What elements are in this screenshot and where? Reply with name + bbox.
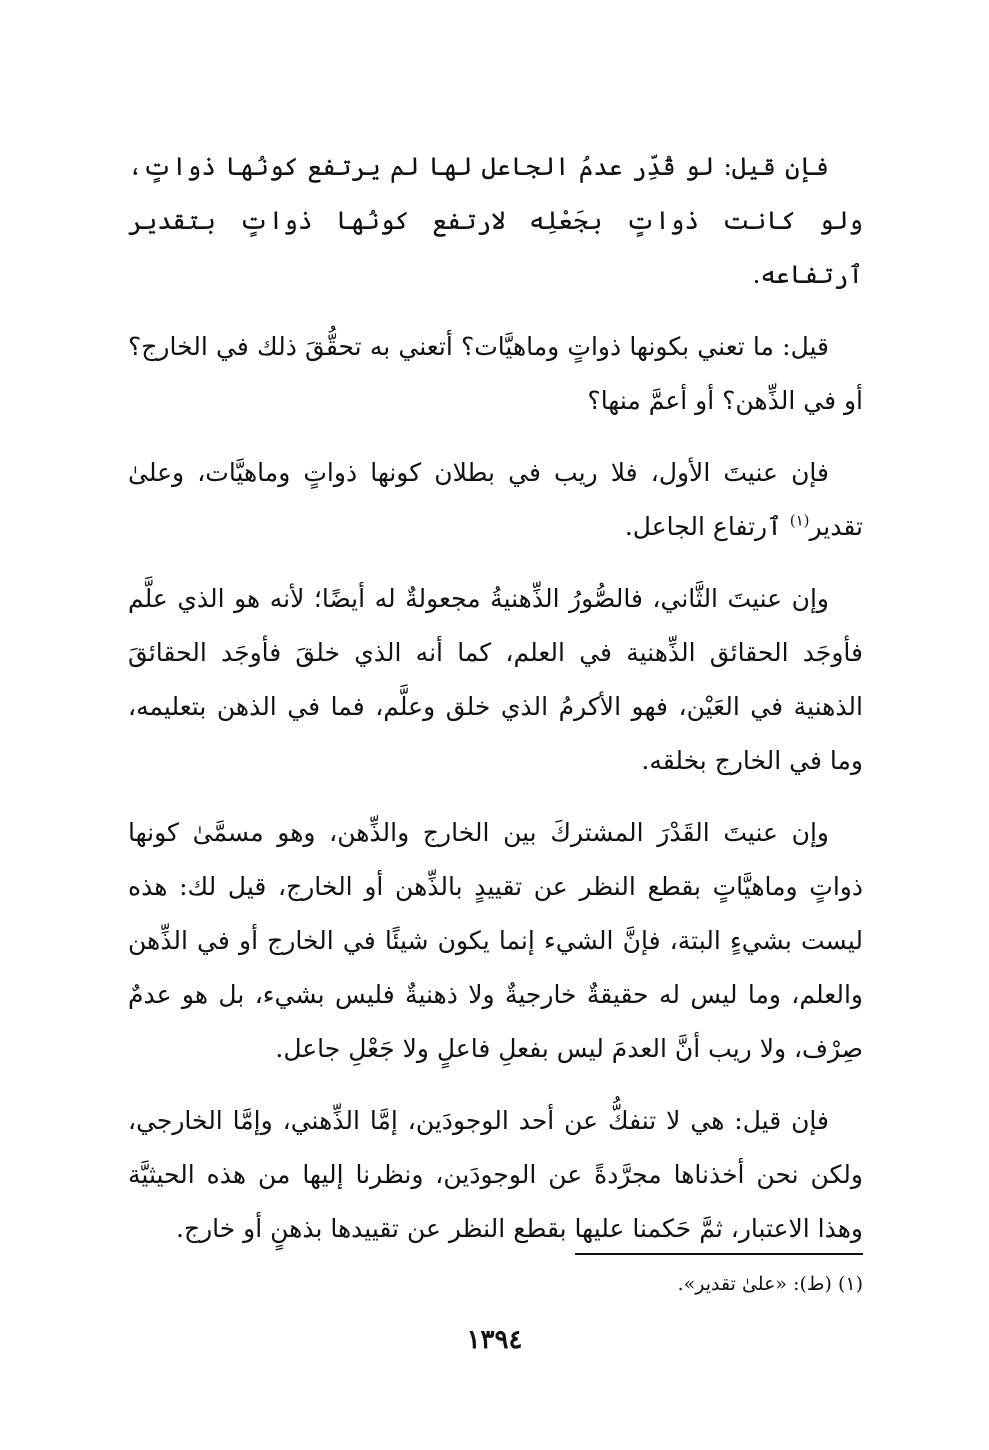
paragraph-4: وإن عنيتَ الثَّاني، فالصُّورُ الذِّهنيةُ مجعولةٌ له أيضًا؛ لأنه هو الذي علَّم فأوجَد الحقائق الذِّهنية في العلم، كما أنه الذي خلقَ فأوجَد الحقائقَ الذهنية في العَيْن، فهو الأكرمُ الذي خلق وعلَّم، فما في الذهن بتعليمه، وما في الخارج بخلقه. bbox=[128, 584, 863, 775]
paragraph-3-after: ٱرتفاع الجاعل. bbox=[624, 512, 790, 541]
page-number: ١٣٩٤ bbox=[466, 1325, 523, 1355]
footnote-reference: (١) bbox=[789, 511, 810, 530]
paragraph-3-before: فإن عنيتَ الأول، فلا ريب في بطلان كونها ذواتٍ وماهيَّات، وعلىٰ تقدير bbox=[128, 458, 863, 541]
footnote: (١) (ط): «علىٰ تقدير». bbox=[677, 1273, 863, 1295]
paragraph-1: فإن قيل: لو قُدِّر عدمُ الجاعل لها لم يرتفع كونُها ذواتٍ، ولو كانت ذواتٍ بجَعْلِه لارتفع كونُها ذواتٍ بتقدير ٱرتفاعه. bbox=[128, 152, 863, 289]
paragraph-5: وإن عنيتَ القَدْرَ المشتركَ بين الخارج والذِّهن، وهو مسمَّىٰ كونها ذواتٍ وماهيَّاتٍ بقطع النظر عن تقييدٍ بالذِّهن أو الخارج، قيل لك: هذه ليست بشيءٍ البتة، فإنَّ الشيء إنما يكون شيئًا في الخارج أو في الذِّهن والعلم، وما ليس له حقيقةٌ خارجيةٌ ولا ذهنيةٌ فليس بشيء، بل هو عدمٌ صِرْف، ولا ريب أنَّ العدمَ ليس بفعلِ فاعلٍ ولا جَعْلِ جاعل. bbox=[128, 818, 863, 1063]
paragraph-6: فإن قيل: هي لا تنفكُّ عن أحد الوجودَين، إمَّا الذِّهني، وإمَّا الخارجي، ولكن نحن أخذناها مجرَّدةً عن الوجودَين، ونظرنا إليها من هذه الحيثيَّة وهذا الاعتبار، ثمَّ حَكمنا عليها بقطع النظر عن تقييدها بذهنٍ أو خارج. bbox=[128, 1106, 863, 1243]
paragraph-2: قيل: ما تعني بكونها ذواتٍ وماهيَّات؟ أتعني به تحقُّقَ ذلك في الخارج؟ أو في الذِّهن؟ أو أعمَّ منها؟ bbox=[128, 332, 863, 415]
paragraph-3 bbox=[128, 446, 863, 554]
footnote-divider bbox=[575, 1253, 863, 1255]
main-text bbox=[128, 140, 863, 1274]
